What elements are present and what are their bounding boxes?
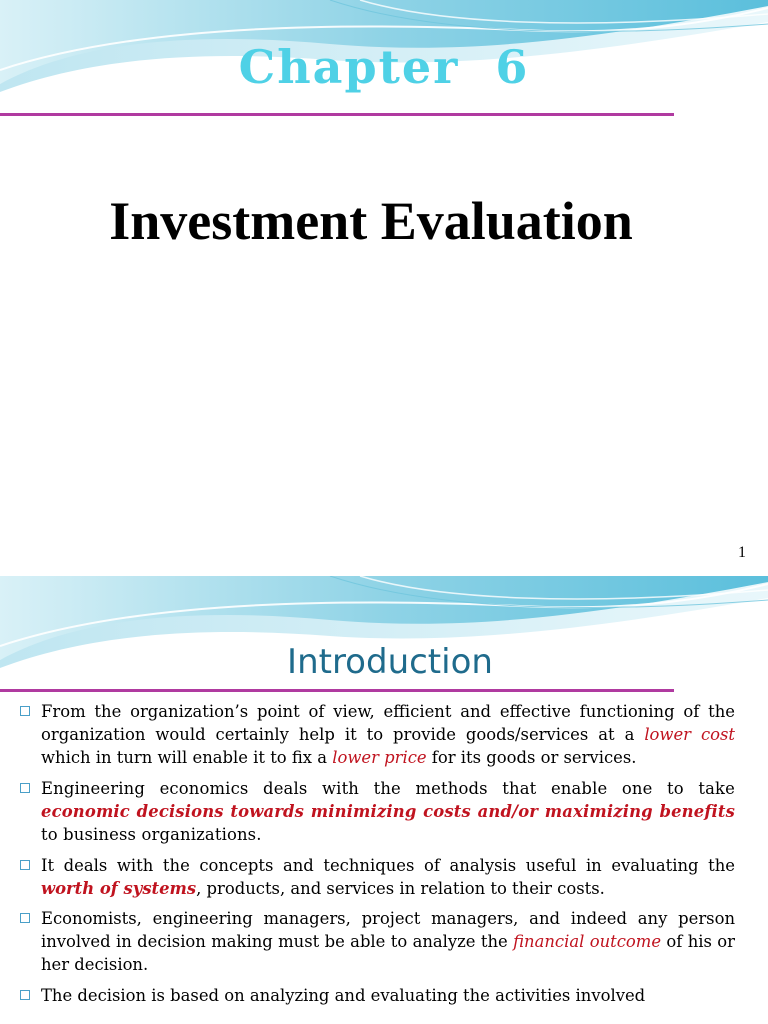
page-number: 1 [738, 544, 746, 561]
bullet-text: of his or her decision. [41, 932, 736, 974]
slide-2 [0, 576, 768, 1024]
chapter-label: Chapter 6 [238, 40, 530, 94]
bullet-item [20, 854, 735, 900]
bullet-text: for its goods or services. [426, 748, 637, 767]
square-bullet-icon [20, 860, 30, 870]
square-bullet-icon [20, 913, 30, 923]
square-bullet-icon [20, 783, 30, 793]
bullet-text: which in turn will enable it to fix a [41, 748, 333, 767]
heading-divider [0, 689, 674, 692]
square-bullet-icon [20, 706, 30, 716]
emphasis-text: financial outcome [513, 932, 662, 951]
bullet-item [20, 984, 735, 1007]
bullet-text: It deals with the concepts and techniques of analysis useful in evaluating the [41, 856, 735, 875]
bullet-text: The decision is based on analyzing and evaluating the activities involved [41, 986, 646, 1005]
square-bullet-icon [20, 990, 30, 1000]
bullet-text: to business organizations. [41, 825, 262, 844]
bullet-list [20, 700, 735, 1015]
bullet-text: Economists, engineering managers, project managers, and indeed any person involved in decision making must be able to analyze the [41, 909, 735, 951]
emphasis-text: lower price [332, 748, 427, 767]
bullet-item [20, 777, 735, 846]
strong-emphasis-text: worth of systems [41, 879, 197, 898]
bullet-text: , products, and services in relation to their costs. [196, 879, 605, 898]
emphasis-text: lower cost [644, 725, 735, 744]
bullet-text: From the organization’s point of view, efficient and effective functioning of the organization would certainly help it to provide goods/services at a [41, 702, 735, 744]
strong-emphasis-text: economic decisions towards minimizing costs and/or maximizing benefits [41, 802, 735, 821]
bullet-text: Engineering economics deals with the methods that enable one to take [41, 779, 735, 798]
bullet-item [20, 700, 735, 769]
slide-heading: Introduction [287, 642, 493, 682]
title-divider [0, 113, 674, 116]
slide-title: Investment Evaluation [109, 191, 633, 251]
bullet-item [20, 907, 735, 976]
